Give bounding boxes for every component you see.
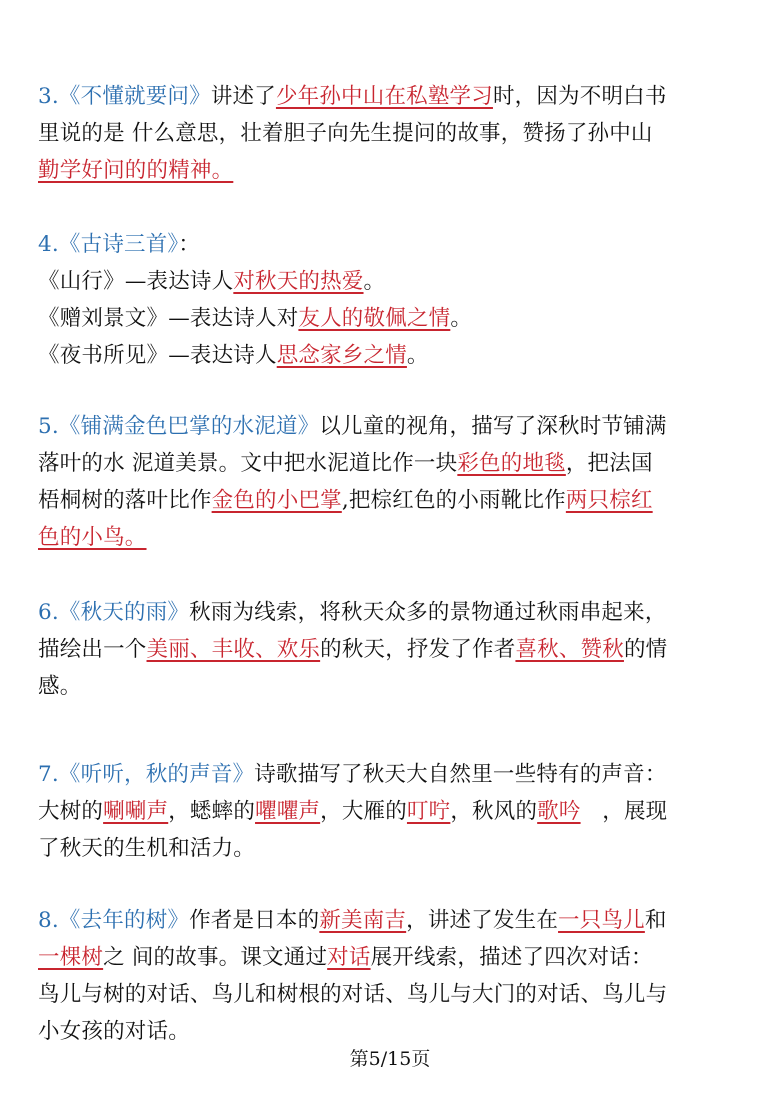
item-8-number: 8. <box>38 908 59 933</box>
text: 描绘出一个 <box>38 637 147 662</box>
poem-name: 《山行》 <box>38 269 125 294</box>
text: —表达诗人对 <box>168 306 299 331</box>
item-7-line-1 <box>38 756 748 793</box>
item-6-number: 6. <box>38 600 59 625</box>
answer: 两只棕红 <box>565 488 653 513</box>
item-6-title: 《秋天的雨》 <box>58 600 190 625</box>
page-number: 第5/15页 <box>349 1048 431 1070</box>
text: 大树的 <box>38 799 104 824</box>
answer: 彩色的地毯 <box>457 451 566 476</box>
item-7 <box>38 756 748 867</box>
answer: 美丽、丰收、欢乐 <box>146 637 321 662</box>
text: 的情 <box>623 637 668 662</box>
item-3-line-3 <box>38 152 748 189</box>
item-8 <box>38 902 748 1050</box>
item-8-line-1 <box>38 902 748 939</box>
text: 作者是日本的 <box>189 908 320 933</box>
item-8-title: 《去年的树》 <box>58 908 190 933</box>
answer: 一棵树 <box>38 945 104 970</box>
item-5-line-4 <box>38 519 748 556</box>
answer: 友人的敬佩之情 <box>298 306 451 331</box>
answer: 对话 <box>327 945 371 970</box>
text: 梧桐树的落叶比作 <box>38 488 212 513</box>
answer: 新美南吉 <box>319 908 407 933</box>
item-8-line-4: 小女孩的对话。 <box>38 1019 190 1044</box>
text: 。 <box>363 269 386 294</box>
answer: 少年孙中山在私塾学习 <box>275 84 493 109</box>
text: 落叶的水 泥道美景。文中把水泥道比作一块 <box>38 451 458 476</box>
text: —表达诗人 <box>124 269 234 294</box>
text: 时，因为不明白书 <box>492 84 667 109</box>
answer: 思念家乡之情 <box>276 343 407 368</box>
item-8-line-3: 鸟儿与树的对话、鸟儿和树根的对话、鸟儿与大门的对话、鸟儿与 <box>38 982 668 1007</box>
item-5-line-3 <box>38 482 748 519</box>
item-7-number: 7. <box>38 762 59 787</box>
item-3-number: 3. <box>38 84 59 109</box>
item-5-title: 《铺满金色巴掌的水泥道》 <box>58 414 320 439</box>
answer: 对秋天的热爱 <box>233 269 364 294</box>
text: ： <box>178 232 201 257</box>
poem-line <box>38 300 748 337</box>
item-3 <box>38 78 748 189</box>
item-6-line-3: 感。 <box>38 674 82 699</box>
text: ，把法国 <box>565 451 653 476</box>
text: —表达诗人 <box>168 343 277 368</box>
item-7-title: 《听听，秋的声音》 <box>58 762 255 787</box>
item-3-line-1 <box>38 78 748 115</box>
item-8-line-2 <box>38 939 748 976</box>
item-4-title: 《古诗三首》 <box>58 232 179 257</box>
answer: 叮咛 <box>406 799 451 824</box>
text: ，大雁的 <box>320 799 407 824</box>
answer: 勤学好问的的精神。 <box>38 158 234 183</box>
text: ,把棕红色的小雨靴比作 <box>341 488 566 513</box>
text: 展开线索，描述了四次对话： <box>370 945 653 970</box>
text: ，展现 <box>580 799 668 824</box>
item-4 <box>38 226 748 374</box>
item-3-title: 《不懂就要问》 <box>58 84 211 109</box>
text: 。 <box>450 306 473 331</box>
answer: 歌吟 <box>537 799 581 824</box>
answer: 喜秋、赞秋 <box>515 637 624 662</box>
item-5 <box>38 408 748 556</box>
text: 之 间的故事。课文通过 <box>103 945 328 970</box>
text: 的秋天，抒发了作者 <box>320 637 516 662</box>
item-5-number: 5. <box>38 414 59 439</box>
answer: 色的小鸟。 <box>38 525 147 550</box>
answer: 唰唰声 <box>103 799 169 824</box>
item-4-number: 4. <box>38 232 59 257</box>
item-6-line-2 <box>38 631 748 668</box>
text: ，蟋蟀的 <box>168 799 256 824</box>
item-6 <box>38 594 748 705</box>
text: 和 <box>644 908 667 933</box>
item-5-line-1 <box>38 408 748 445</box>
poem-line <box>38 263 748 300</box>
item-7-line-2 <box>38 793 748 830</box>
item-3-line-2: 里说的是 什么意思，壮着胆子向先生提问的故事，赞扬了孙中山 <box>38 121 653 146</box>
item-7-line-3: 了秋天的生机和活力。 <box>38 836 256 861</box>
text: 秋雨为线索，将秋天众多的景物通过秋雨串起来， <box>189 600 667 625</box>
item-5-line-2 <box>38 445 748 482</box>
answer: 金色的小巴掌 <box>211 488 342 513</box>
answer: 㘗㘗声 <box>255 799 321 824</box>
text: ，讲述了发生在 <box>406 908 559 933</box>
answer: 一只鸟儿 <box>558 908 645 933</box>
text: 诗歌描写了秋天大自然里一些特有的声音： <box>254 762 667 787</box>
text: 讲述了 <box>210 84 276 109</box>
item-4-heading <box>38 226 748 263</box>
poem-name: 《赠刘景文》 <box>38 306 169 331</box>
text: ，秋风的 <box>450 799 538 824</box>
text: 。 <box>406 343 429 368</box>
item-6-line-1 <box>38 594 748 631</box>
poem-line <box>38 337 748 374</box>
poem-name: 《夜书所见》 <box>38 343 169 368</box>
text: 以儿童的视角，描写了深秋时节铺满 <box>319 414 667 439</box>
